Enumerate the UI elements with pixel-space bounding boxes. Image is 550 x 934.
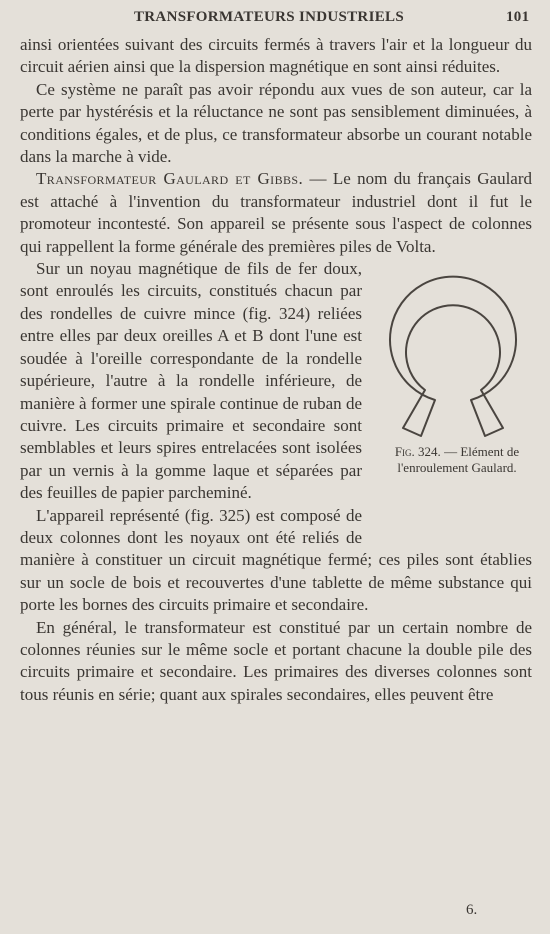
section-heading: Transformateur Gaulard et Gibbs. [36,169,304,189]
figure-label: Fig. 324. [394,444,441,460]
page-header [0,9,550,31]
washer-outline [390,277,516,436]
page-number: 101 [506,9,530,25]
paragraph: ainsi orientées suivant des circuits fermés à travers l'air et la longueur du circuit aérien ainsi que la dispersion magnétique en sont ainsi réduites. [20,35,532,77]
signature-mark: 6. [466,902,478,918]
paragraph: Ce système ne paraît pas avoir répondu aux vues de son auteur, car la perte par hystérésis et la réluctance ne sont pas sensiblement diminuées, à conditions égales, et de plus, ce transformateur absorbe un courant notable dans la marche à vide. [20,79,532,167]
paragraph: Sur un noyau magnétique de fils de fer doux, sont enroulés les circuits, constitués chacun par des rondelles de cuivre mince (fig. 324) reliées entre elles par deux oreilles A et B dont l'une est soudée à l'oreille correspondante de la rondelle supérieure, l'autre à la rondelle inférieure, de manière à former une spirale continue de ruban de cuivre. Les circuits primaire et secondaire sont semblables et leurs spires entrelacées sont isolées par un vernis à la gomme laque et séparées par des feuilles de papier parcheminé. [20,259,362,503]
paragraph: L'appareil représenté (fig. 325) est composé de deux colonnes dont les noyaux ont été reliés de manière à constituer un circuit magnétique fermé; ces piles sont établies sur un socle de bois et recouvertes d'une tablette de même substance qui porte les bornes des circuits primaire et secondaire. [20,505,532,615]
gaulard-washer-illustration [378,262,528,440]
section-intro-text: — Le nom du français Gaulard est attaché à l'invention du transformateur industriel dont il fut le promoteur incontesté. Son appareil se présente sous l'aspect de colonnes qui rappellent la forme générale des premières piles de Volta. [20,169,532,256]
paragraph: En général, le transformateur est constitué par un certain nombre de colonnes réunies sur le même socle et portant chacune la double pile des circuits primaire et secondaire. Les primaires des diverses colonnes sont tous réunis en série; quant aux spirales secondaires, elles peuvent être [20,617,532,704]
section-paragraph [20,168,532,258]
body-text [20,34,532,706]
running-title: TRANSFORMATEURS INDUSTRIELS [134,9,404,25]
figure-324 [372,262,542,548]
figure-caption-text: — Elément de l'enroulement Gaulard. [397,444,520,476]
figure-caption [372,444,542,476]
